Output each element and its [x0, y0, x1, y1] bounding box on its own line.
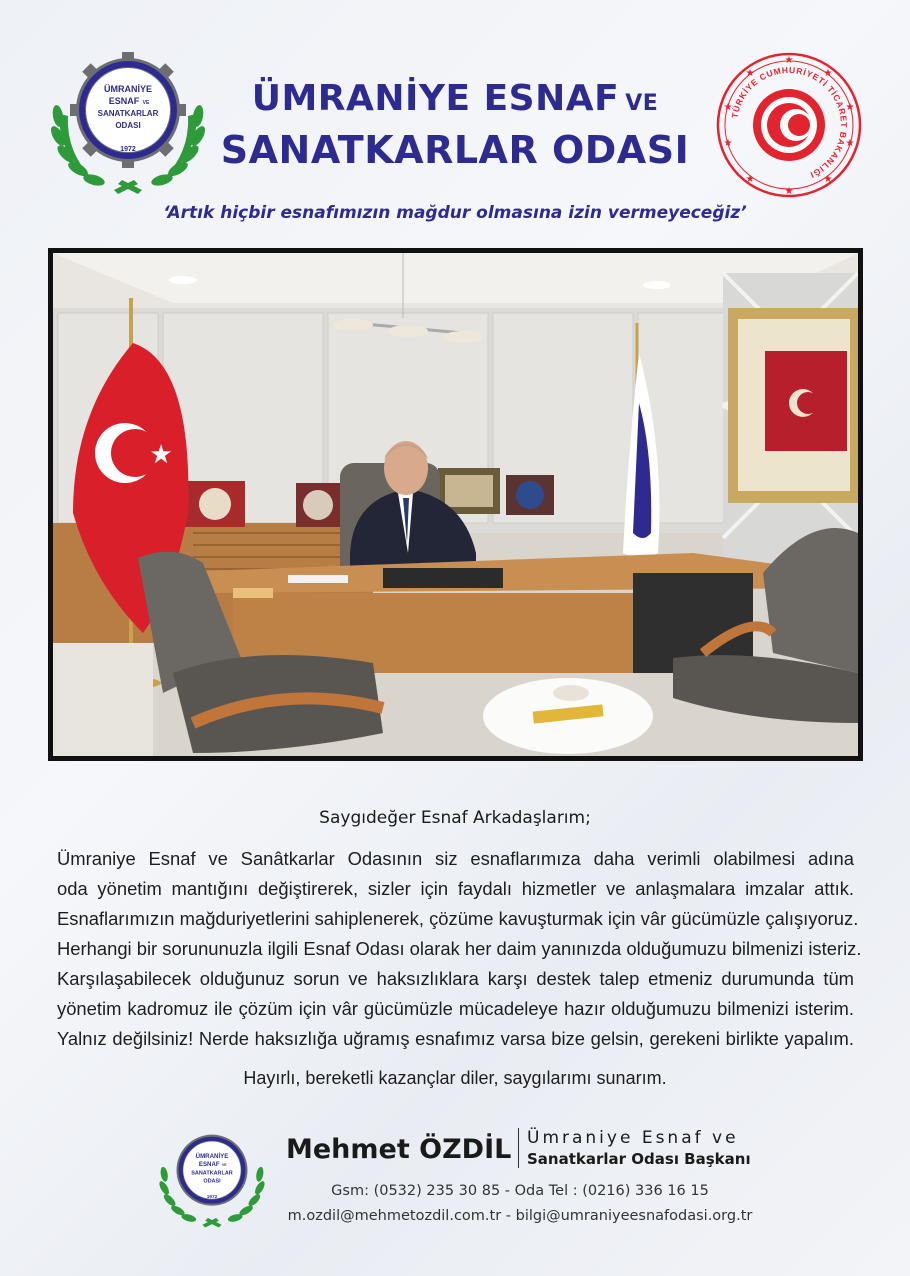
letter-line: oda yönetim mantığını değiştirerek, sizler için faydalı hizmetler ve anlaşmalara imzalar attık. — [57, 878, 854, 899]
logo-line-3: SANATKARLAR — [97, 109, 159, 118]
letter-closing: Hayırlı, bereketli kazançlar diler, saygılarımı sunarım. — [243, 1068, 667, 1088]
logo-line-2: ESNAF — [108, 96, 140, 106]
svg-text:★: ★ — [745, 68, 755, 79]
contact-phone: Gsm: (0532) 235 30 85 - Oda Tel : (0216) 336 16 15 — [331, 1183, 709, 1199]
letter-greeting: Saygıdeğer Esnaf Arkadaşlarım; — [319, 808, 591, 828]
desk — [203, 553, 843, 673]
logo-line-2: ESNAF — [198, 1161, 220, 1169]
svg-text:★: ★ — [823, 174, 833, 185]
signature-role-line-2: Sanatkarlar Odası Başkanı — [527, 1150, 751, 1168]
logo-year: 1972 — [120, 146, 136, 153]
seal-ring-text: TÜRKİYE CUMHURİYETİ TİCARET BAKANLIĞI — [729, 64, 850, 181]
chamber-logo-small — [156, 1125, 268, 1229]
logo-year: 1972 — [206, 1195, 218, 1201]
logo-line-4: ODASI — [115, 121, 141, 130]
office-photo — [48, 248, 863, 761]
logo-line-1: ÜMRANİYE — [195, 1152, 229, 1160]
svg-text:★: ★ — [823, 68, 833, 79]
signature-name: Mehmet ÖZDİL — [286, 1134, 512, 1165]
letter-line: Esnaflarımızın mağduriyetlerini sahiplenerek, çözüme kavuşturmak için vâr gücümüzle çalışıyoruz. — [57, 908, 859, 929]
coffee-table — [483, 678, 653, 754]
letter-body — [57, 844, 862, 1054]
svg-text:★: ★ — [784, 55, 794, 66]
svg-text:★: ★ — [784, 186, 794, 197]
logo-line-3: SANATKARLAR — [191, 1170, 233, 1177]
signature-role-line-1: Ümraniye Esnaf ve — [527, 1128, 739, 1148]
letter-line: Ümraniye Esnaf ve Sanâtkarlar Odasının siz esnaflarımıza daha verimli olabilmesi adına — [57, 848, 854, 869]
logo-line-1: ÜMRANİYE — [103, 84, 153, 94]
svg-text:★: ★ — [845, 102, 855, 113]
ministry-seal — [716, 52, 862, 198]
contact-email: m.ozdil@mehmetozdil.com.tr - bilgi@umraniyeesnafodasi.org.tr — [287, 1208, 753, 1224]
page-title-line-2: SANATKARLAR ODASI — [220, 128, 690, 172]
letter-line: Karşılaşabilecek olduğunuz sorun ve haksızlıklara karşı destek talep etmeniz durumunda tüm — [57, 968, 854, 989]
svg-text:★: ★ — [723, 102, 733, 113]
signature-divider — [518, 1128, 519, 1168]
letter-line: Yalnız değilsiniz! Nerde haksızlığa uğramış esnafımız varsa bize gelsin, gerekeni birlikte yapalım. — [57, 1028, 854, 1049]
chamber-logo — [46, 44, 210, 196]
framed-calligraphy — [728, 308, 858, 503]
tagline: ‘Artık hiçbir esnafımızın mağdur olmasına izin vermeyeceğiz’ — [163, 203, 747, 223]
logo-line-2-small: VE — [222, 1163, 227, 1168]
svg-text:★: ★ — [723, 138, 733, 149]
logo-line-4: ODASI — [203, 1178, 221, 1185]
crescent-star-icon — [753, 89, 825, 161]
svg-text:★: ★ — [745, 174, 755, 185]
logo-line-2-small: VE — [142, 100, 150, 106]
page-title-line-1: ÜMRANİYE ESNAF VE — [251, 78, 659, 119]
office-scene — [53, 253, 858, 756]
letter-line: yönetim kadromuz ile çözüm için vâr gücümüzle mücadeleye hazır olduğumuzu bilmenizi isterim. — [57, 998, 854, 1019]
page-title-small: VE — [625, 91, 659, 116]
letter-line: Herhangi bir sorununuzla ilgili Esnaf Odası olarak her daim yanınızda olduğumuzu bilmenizi isteriz. — [57, 938, 862, 959]
svg-text:★: ★ — [149, 440, 173, 470]
svg-text:★: ★ — [845, 138, 855, 149]
